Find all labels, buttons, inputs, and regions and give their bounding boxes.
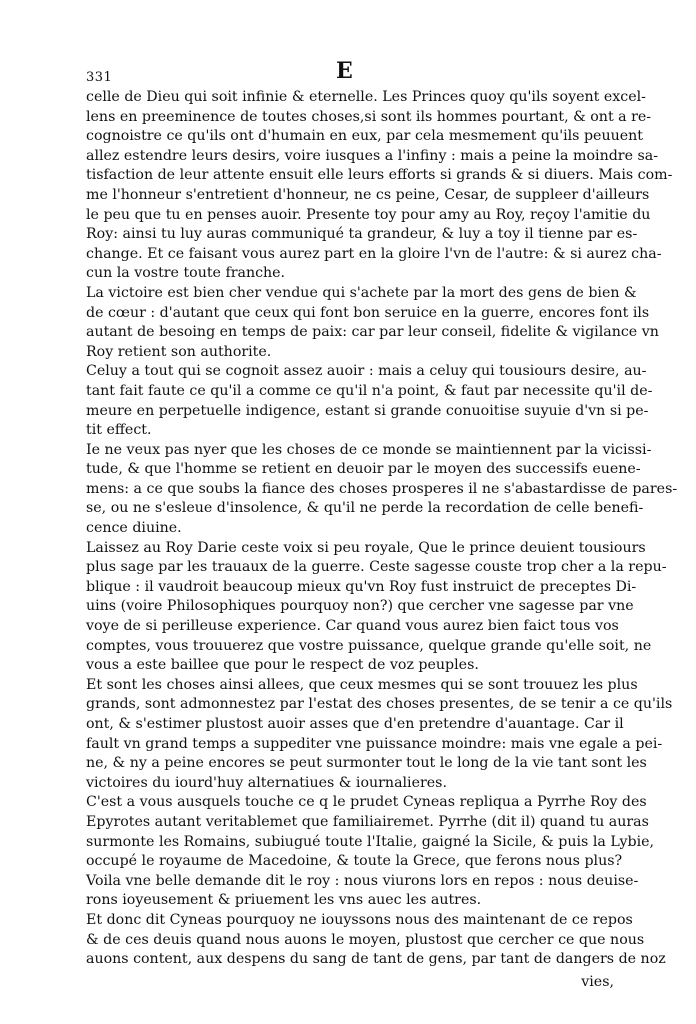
text-line: Et sont les choses ainsi allees, que ceux mesmes qui se sont trouuez les plus [86,676,638,693]
text-line: auons content, aux despens du sang de tant de gens, par tant de dangers de noz [86,951,666,968]
text-line: Laissez au Roy Darie ceste voix si peu royale, Que le prince deuient tousiours [86,539,646,556]
text-line: cognoistre ce qu'ils ont d'humain en eux, par cela mesmement qu'ils peuuent [86,128,643,145]
text-line: Et donc dit Cyneas pourquoy ne iouyssons nous des maintenant de ce repos [86,911,633,928]
page-number: 331 [86,70,113,85]
text-line: change. Et ce faisant vous aurez part en la gloire l'vn de l'autre: & si aurez cha- [86,245,662,262]
text-line: le peu que tu en penses auoir. Presente toy pour amy au Roy, reçoy l'amitie du [86,206,651,223]
text-line: mens: a ce que soubs la fiance des choses prosperes il ne s'abastardisse de pares- [86,480,678,497]
text-line: se, ou ne s'esleue d'insolence, & qu'il ne perde la recordation de celle benefi- [86,500,644,517]
text-line: blique : il vaudroit beaucoup mieux qu'vn Roy fust instruict de preceptes Di- [86,578,637,595]
signature-mark: E [336,58,353,84]
text-line: C'est a vous ausquels touche ce q le prudet Cyneas repliqua a Pyrrhe Roy des [86,794,647,811]
text-line: Epyrotes autant veritablemet que familiairemet. Pyrrhe (dit il) quand tu auras [86,813,649,830]
text-line: cun la vostre toute franche. [86,265,286,282]
text-line: La victoire est bien cher vendue qui s'achete par la mort des gens de bien & [86,284,637,301]
text-line: Celuy a tout qui se cognoit assez auoir : mais a celuy qui tousiours desire, au- [86,363,647,380]
text-line: ne, & ny a peine encores se peut surmonter tout le long de la vie tant sont les [86,755,647,772]
text-line: celle de Dieu qui soit infinie & eternelle. Les Princes quoy qu'ils soyent excel- [86,89,646,105]
text-line: voye de si perilleuse experience. Car quand vous aurez bien faict tous vos [86,618,619,635]
text-line: tant fait faute ce qu'il a comme ce qu'il n'a point, & faut par necessite qu'il de- [86,382,653,399]
text-line: grands, sont admonnestez par l'estat des choses presentes, de se tenir a ce qu'ils [86,696,673,713]
text-line: ont, & s'estimer plustost auoir asses que d'en pretendre d'auantage. Car il [86,716,624,732]
text-line: vous a este baillee que pour le respect de voz peuples. [86,657,479,674]
text-line: comptes, vous trouuerez que vostre puissance, quelque grande qu'elle soit, ne [86,637,652,654]
text-line: surmonte les Romains, subiugué toute l'Italie, gaigné la Sicile, & puis la Lybie, [86,833,655,850]
text-line: rons ioyeusement & priuement les vns auec les autres. [86,892,482,909]
text-line: Roy retient son authorite. [86,343,272,360]
catchword: vies, [581,974,614,990]
text-line: autant de besoing en temps de paix: car par leur conseil, fidelite & vigilance vn [86,324,659,341]
text-line: allez estendre leurs desirs, voire iusques a l'infiny : mais a peine la moindre sa- [86,147,659,164]
text-line: plus sage par les trauaux de la guerre. Ceste sagesse couste trop cher a la repu- [86,559,667,576]
text-line: uins (voire Philosophiques pourquoy non?) que cercher vne sagesse par vne [86,598,634,615]
text-line: lens en preeminence de toutes choses,si sont ils hommes pourtant, & ont a re- [86,108,652,125]
text-line: Roy: ainsi tu luy auras communiqué ta grandeur, & luy a toy il tienne par es- [86,226,638,243]
text-line: de cœur : d'autant que ceux qui font bon seruice en la guerre, encores font ils [86,304,650,321]
text-line: meure en perpetuelle indigence, estant si grande conuoitise suyuie d'vn si pe- [86,402,649,419]
text-line: tisfaction de leur attente ensuit elle leurs efforts si grands & si diuers. Mais com- [86,167,673,184]
text-line: tude, & que l'homme se retient en deuoir par le moyen des successifs euene- [86,461,641,478]
text-line: Ie ne veux pas nyer que les choses de ce monde se maintiennent par la vicissi- [86,441,652,458]
text-line: tit effect. [86,422,152,439]
body-text [86,88,678,970]
text-line: fault vn grand temps a suppediter vne puissance moindre: mais vne egale a pei- [86,735,663,752]
text-line: me l'honneur s'entretient d'honneur, ne cs peine, Cesar, de suppleer d'ailleurs [86,186,650,203]
text-line: victoires du iourd'huy alternatiues & iournalieres. [86,774,447,791]
text-line: occupé le royaume de Macedoine, & toute la Grece, que ferons nous plus? [86,853,623,870]
page-header [86,58,626,88]
text-line: & de ces deuis quand nous auons le moyen, plustost que cercher ce que nous [86,931,645,948]
text-line: Voila vne belle demande dit le roy : nous viurons lors en repos : nous deuise- [86,872,639,889]
text-line: cence diuine. [86,520,182,537]
